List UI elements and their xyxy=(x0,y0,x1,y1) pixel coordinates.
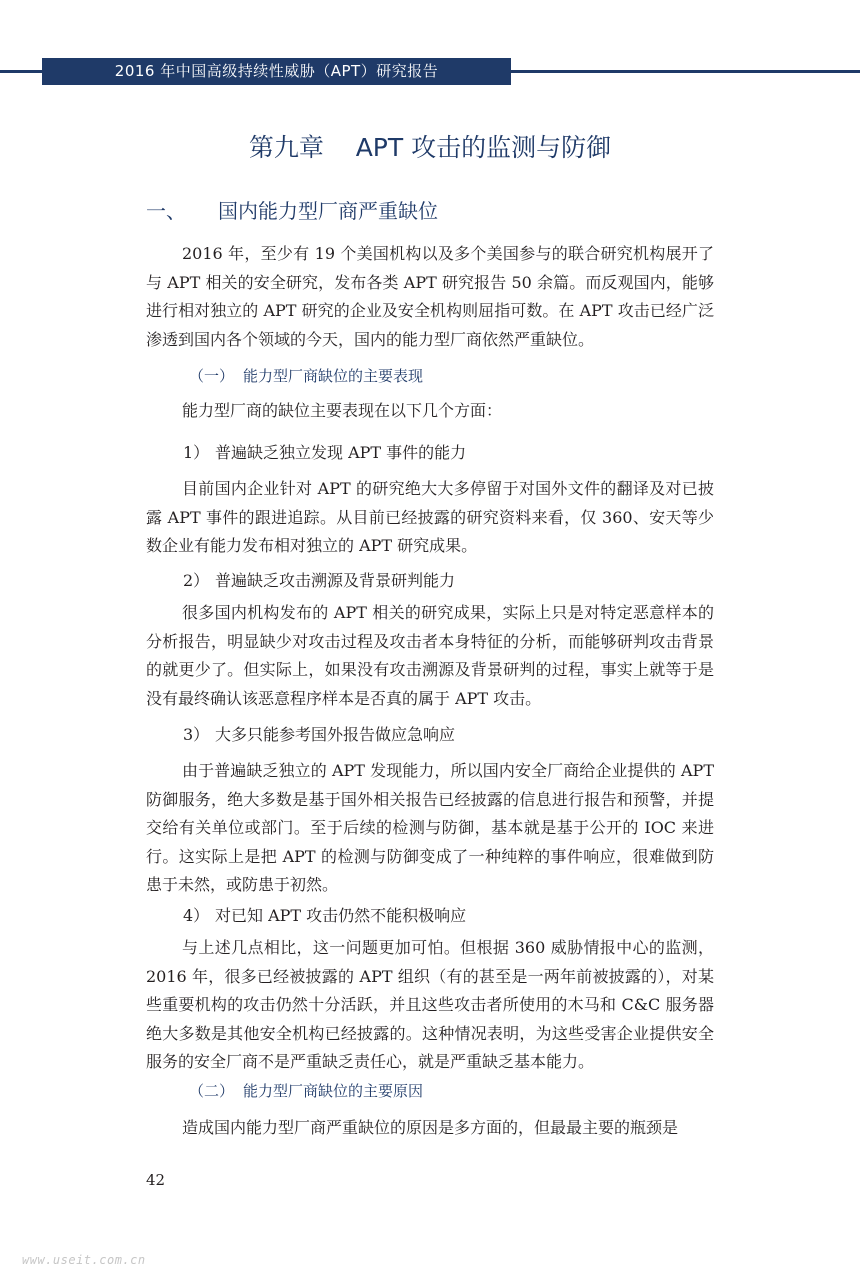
item-text: 对已知 APT 攻击仍然不能积极响应 xyxy=(215,906,467,925)
item-2-paragraph: 很多国内机构发布的 APT 相关的研究成果，实际上只是对特定恶意样本的分析报告，明显缺少对攻击过程及攻击者本身特征的分析，而能够研判攻击背景的就更少了。但实际上，如果没有攻击溯源及背景研判的过程，事实上就等于是没有最终确认该恶意程序样本是否真的属于 APT 攻击。 xyxy=(146,603,714,708)
subsection-title: 能力型厂商缺位的主要原因 xyxy=(243,1082,424,1100)
item-3-paragraph: 由于普遍缺乏独立的 APT 发现能力，所以国内安全厂商给企业提供的 APT 防御服务，绝大多数是基于国外相关报告已经披露的信息进行报告和预警，并提交给有关单位或部门。至于后续的检测与防御，基本就是基于公开的 IOC 来进行。这实际上是把 APT 的检测与防御变成了一种纯粹的事件响应，很难做到防患于未然，或防患于初然。 xyxy=(146,761,714,894)
page-number: 42 xyxy=(146,1171,166,1189)
subsection-number: （二） xyxy=(189,1082,235,1100)
item-text: 普遍缺乏独立发现 APT 事件的能力 xyxy=(215,443,467,462)
item-text: 普遍缺乏攻击溯源及背景研判能力 xyxy=(215,571,456,590)
item-number: 2） xyxy=(183,571,210,590)
item-number: 3） xyxy=(183,725,210,744)
item-number: 1） xyxy=(183,443,210,462)
section-heading xyxy=(146,195,438,224)
item-4-paragraph: 与上述几点相比，这一问题更加可怕。但根据 360 威胁情报中心的监测，2016 年，很多已经被披露的 APT 组织（有的甚至是一两年前被披露的），对某些重要机构的攻击仍然十分活跃，并且这些攻击者所使用的木马和 C&C 服务器绝大多数是其他安全机构已经披露的。这种情况表明，为这些受害企业提供安全服务的安全厂商不是严重缺乏责任心，就是严重缺乏基本能力。 xyxy=(146,938,714,1071)
subsection-title: 能力型厂商缺位的主要表现 xyxy=(243,367,424,385)
section-title: 国内能力型厂商严重缺位 xyxy=(218,199,438,223)
closing-paragraph: 造成国内能力型厂商严重缺位的原因是多方面的，但最最主要的瓶颈是 xyxy=(182,1118,679,1137)
watermark: www.useit.com.cn xyxy=(22,1253,146,1267)
list-item-1 xyxy=(183,440,466,463)
item-number: 4） xyxy=(183,906,210,925)
section-number: 一、 xyxy=(146,199,186,223)
chapter-title: 第九章 APT 攻击的监测与防御 xyxy=(248,133,612,162)
list-item-3 xyxy=(183,722,455,745)
subsection-heading-2 xyxy=(189,1080,423,1101)
intro-paragraph: 2016 年，至少有 19 个美国机构以及多个美国参与的联合研究机构展开了与 APT 相关的安全研究，发布各类 APT 研究报告 50 余篇。而反观国内，能够进行相对独立的 APT 研究的企业及安全机构则屈指可数。在 APT 攻击已经广泛渗透到国内各个领域的今天，国内的能力型厂商依然严重缺位。 xyxy=(146,244,714,349)
item-1-paragraph: 目前国内企业针对 APT 的研究绝大大多停留于对国外文件的翻译及对已披露 APT 事件的跟进追踪。从目前已经披露的研究资料来看，仅 360、安天等少数企业有能力发布相对独立的 APT 研究成果。 xyxy=(146,479,714,555)
subsection-number: （一） xyxy=(189,367,235,385)
list-item-4 xyxy=(183,903,466,926)
lead-paragraph: 能力型厂商的缺位主要表现在以下几个方面： xyxy=(182,401,503,420)
item-text: 大多只能参考国外报告做应急响应 xyxy=(215,725,456,744)
list-item-2 xyxy=(183,568,455,591)
subsection-heading-1 xyxy=(189,365,423,386)
report-header-title: 2016 年中国高级持续性威胁（APT）研究报告 xyxy=(42,58,511,85)
